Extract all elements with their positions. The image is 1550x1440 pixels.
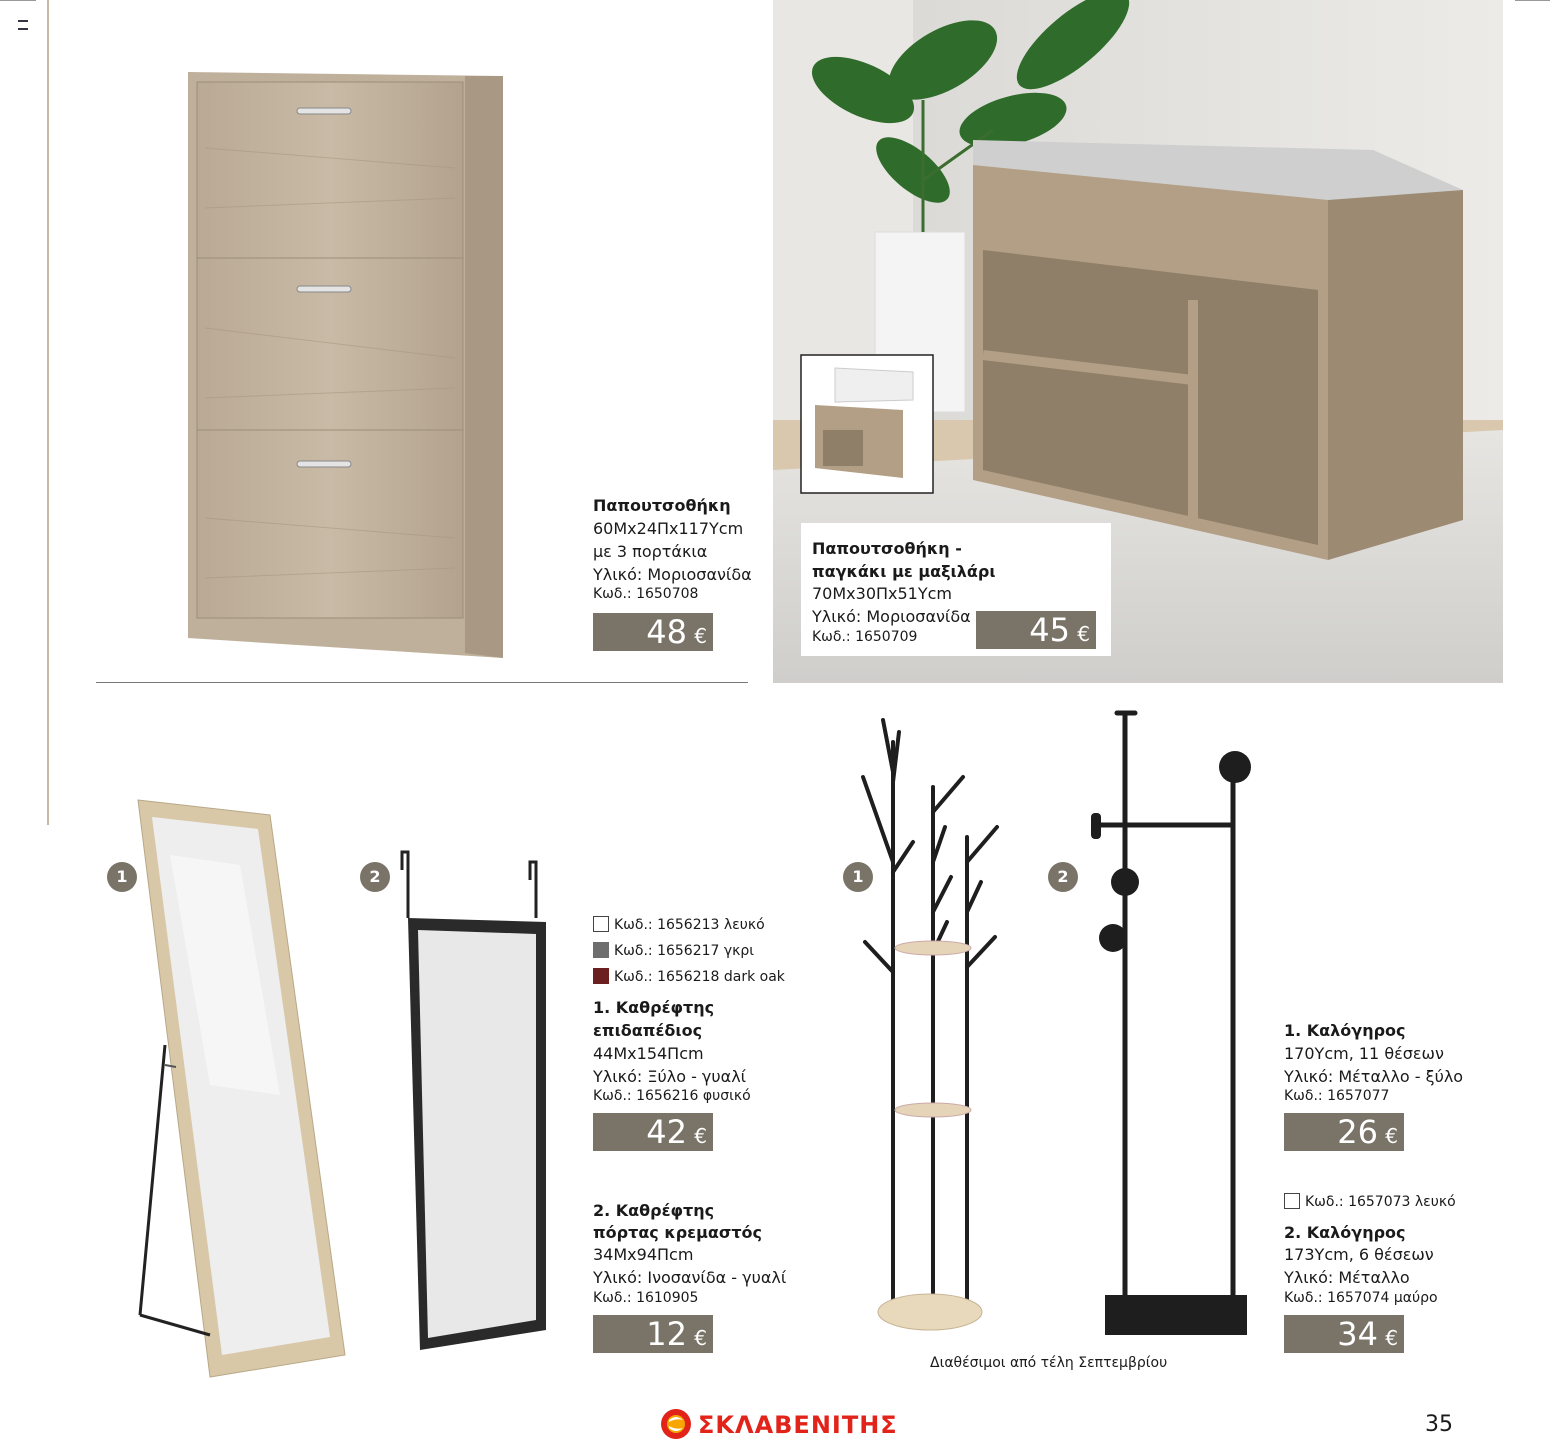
- shoe-bench-title-1: Παπουτσοθήκη -: [812, 539, 962, 558]
- coat-stand-1-image: [855, 712, 1005, 1347]
- currency-symbol: €: [694, 624, 707, 648]
- swatch-white-icon: [593, 916, 609, 932]
- top-rule: [0, 0, 36, 1]
- coat-stand-2-dims: 173Υcm, 6 θέσεων: [1284, 1245, 1434, 1264]
- mirror2-title-1: 2. Καθρέφτης: [593, 1201, 715, 1220]
- mirror1-title-1: 1. Καθρέφτης: [593, 998, 715, 1017]
- coat-stand-2-code: Κωδ.: 1657074 μαύρο: [1284, 1290, 1438, 1306]
- price-value: 42: [646, 1113, 687, 1151]
- price-value: 34: [1337, 1315, 1378, 1353]
- mirror1-code: Κωδ.: 1656216 φυσικό: [593, 1088, 751, 1104]
- mirror2-dims: 34Μx94Πcm: [593, 1245, 694, 1264]
- currency-symbol: €: [694, 1124, 707, 1148]
- shoe-bench-material: Υλικό: Μοριοσανίδα: [812, 607, 971, 626]
- mirror1-material: Υλικό: Ξύλο - γυαλί: [593, 1067, 747, 1086]
- mirror1-dims: 44Μx154Πcm: [593, 1044, 704, 1063]
- swatch-white-icon: [1284, 1193, 1300, 1209]
- color-option-label: Κωδ.: 1657073 λευκό: [1305, 1194, 1456, 1210]
- shoe-cabinet-dims: 60Μx24Πx117Υcm: [593, 519, 744, 538]
- shoe-bench-code: Κωδ.: 1650709: [812, 629, 918, 645]
- coat-stand-1-price: [1284, 1113, 1404, 1151]
- coat-stand-2-price: [1284, 1315, 1404, 1353]
- shoe-cabinet-image: [185, 68, 507, 666]
- currency-symbol: €: [1385, 1326, 1398, 1350]
- section-divider: [96, 682, 748, 683]
- color-option-label: Κωδ.: 1656217 γκρι: [614, 943, 755, 959]
- currency-symbol: €: [1077, 622, 1090, 646]
- shoe-bench-price: [976, 611, 1096, 649]
- shoe-bench-title-2: παγκάκι με μαξιλάρι: [812, 562, 996, 581]
- mirror1-title-2: επιδαπέδιος: [593, 1021, 703, 1040]
- floor-mirror-image: [130, 795, 350, 1385]
- mirror-badge-1: 1: [107, 862, 137, 892]
- color-option-label: Κωδ.: 1656213 λευκό: [614, 917, 765, 933]
- mirror1-price: [593, 1113, 713, 1151]
- color-option-grey[interactable]: [593, 941, 754, 961]
- swatch-dark-oak-icon: [593, 968, 609, 984]
- coat-stand-1-title: 1. Καλόγηρος: [1284, 1021, 1406, 1040]
- coat-stand-2-image: [1085, 705, 1265, 1340]
- price-value: 26: [1337, 1113, 1378, 1151]
- door-mirror-image: [398, 850, 553, 1355]
- shoe-cabinet-title: Παπουτσοθήκη: [593, 496, 731, 515]
- mirror2-code: Κωδ.: 1610905: [593, 1290, 699, 1306]
- shoe-cabinet-detail: με 3 πορτάκια: [593, 542, 708, 561]
- mirror2-price: [593, 1315, 713, 1353]
- mirror-badge-2: 2: [360, 862, 390, 892]
- brand-logo-icon: [660, 1408, 692, 1440]
- swatch-grey-icon: [593, 942, 609, 958]
- shoe-bench-dims: 70Μx30Πx51Υcm: [812, 584, 953, 603]
- coat-stand-1-dims: 170Υcm, 11 θέσεων: [1284, 1044, 1444, 1063]
- page-edge-line: [47, 0, 49, 825]
- color-option-white[interactable]: [593, 915, 765, 935]
- top-rule-right: [1515, 0, 1550, 1]
- mirror2-material: Υλικό: Ινοσανίδα - γυαλί: [593, 1268, 787, 1287]
- price-value: 12: [646, 1315, 687, 1353]
- brand-name: ΣΚΛΑΒΕΝΙΤΗΣ: [698, 1411, 898, 1439]
- coat-stand-1-material: Υλικό: Μέταλλο - ξύλο: [1284, 1067, 1464, 1086]
- corner-mark: [18, 20, 28, 30]
- coat-stand-badge-1: 1: [843, 862, 873, 892]
- color-option-white-stand[interactable]: [1284, 1192, 1456, 1212]
- shoe-cabinet-material: Υλικό: Μοριοσανίδα: [593, 565, 752, 584]
- coat-stand-2-material: Υλικό: Μέταλλο: [1284, 1268, 1410, 1287]
- page-number: 35: [1425, 1412, 1453, 1437]
- shoe-cabinet-price: [593, 613, 713, 651]
- mirror2-title-2: πόρτας κρεμαστός: [593, 1223, 762, 1242]
- price-value: 45: [1029, 611, 1070, 649]
- color-option-dark-oak[interactable]: [593, 967, 785, 987]
- coat-stand-1-code: Κωδ.: 1657077: [1284, 1088, 1390, 1104]
- currency-symbol: €: [1385, 1124, 1398, 1148]
- coat-stand-2-title: 2. Καλόγηρος: [1284, 1223, 1406, 1242]
- coat-stand-badge-2: 2: [1048, 862, 1078, 892]
- currency-symbol: €: [694, 1326, 707, 1350]
- availability-note: Διαθέσιμοι από τέλη Σεπτεμβρίου: [930, 1355, 1168, 1371]
- color-option-label: Κωδ.: 1656218 dark oak: [614, 969, 785, 985]
- price-value: 48: [646, 613, 687, 651]
- shoe-cabinet-code: Κωδ.: 1650708: [593, 586, 699, 602]
